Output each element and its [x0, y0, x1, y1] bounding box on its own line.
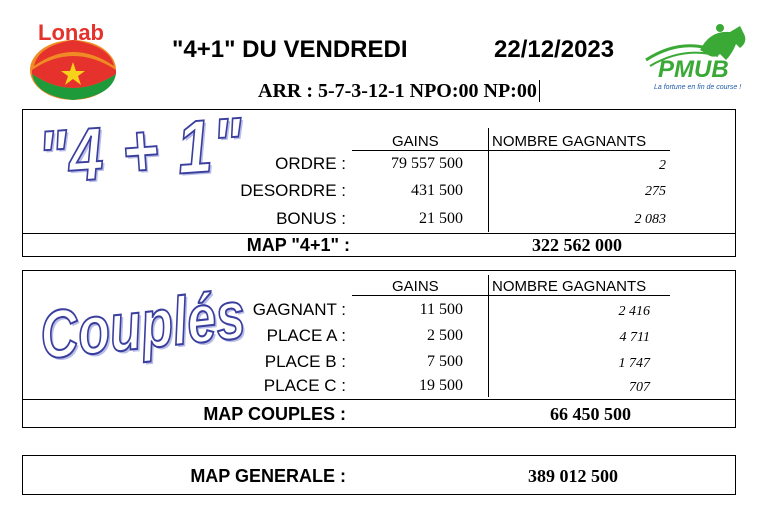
row-ordre-winners: 2 — [659, 158, 666, 173]
page-title: "4+1" DU VENDREDI — [172, 36, 408, 63]
row-place-b-label: PLACE B : — [264, 352, 346, 371]
map-generale-label: MAP GENERALE : — [190, 466, 346, 486]
pmub-slogan: La fortune en fin de course ! — [654, 84, 742, 91]
row-desordre-label: DESORDRE : — [240, 181, 346, 200]
row-place-c-winners: 707 — [629, 380, 650, 395]
col-gains-header: GAINS — [392, 133, 439, 150]
row-desordre-winners: 275 — [645, 184, 666, 199]
pmub-logo — [640, 20, 756, 96]
row-desordre-gain: 431 500 — [411, 182, 463, 199]
map-4plus1-value: 322 562 000 — [532, 235, 622, 255]
col-gains-header-couples: GAINS — [392, 278, 439, 295]
row-gagnant-label: GAGNANT : — [252, 300, 346, 319]
row-place-c-gain: 19 500 — [419, 377, 463, 394]
pmub-brand-text: PMUB — [658, 56, 729, 83]
row-ordre-gain: 79 557 500 — [391, 155, 463, 172]
logo-4plus1: "4 + 1" — [35, 103, 247, 200]
map-couples-value: 66 450 500 — [550, 404, 631, 424]
row-place-b-gain: 7 500 — [427, 353, 463, 370]
col-winners-header: NOMBRE GAGNANTS — [492, 133, 647, 150]
row-bonus-winners: 2 083 — [634, 212, 666, 227]
arrival-line — [258, 80, 540, 103]
row-place-c-label: PLACE C : — [263, 376, 346, 395]
lonab-brand-text: Lonab — [38, 20, 104, 45]
row-place-a-label: PLACE A : — [266, 326, 346, 345]
lonab-logo — [26, 22, 126, 102]
row-bonus-label: BONUS : — [276, 209, 346, 228]
col-winners-header-couples: NOMBRE GAGNANTS — [492, 278, 647, 295]
row-gagnant-gain: 11 500 — [419, 301, 463, 318]
draw-date: 22/12/2023 — [494, 36, 615, 63]
arrival-text: ARR : 5-7-3-12-1 NPO:00 NP:00 — [258, 80, 537, 102]
row-place-b-winners: 1 747 — [618, 356, 650, 371]
map-4plus1-label: MAP "4+1" : — [246, 235, 350, 255]
row-ordre-label: ORDRE : — [275, 154, 346, 173]
map-generale-value: 389 012 500 — [528, 466, 618, 486]
row-place-a-gain: 2 500 — [427, 327, 463, 344]
logo-couples: Couplés — [36, 277, 249, 375]
row-bonus-gain: 21 500 — [419, 210, 463, 227]
row-gagnant-winners: 2 416 — [618, 304, 650, 319]
map-couples-label: MAP COUPLES : — [203, 404, 346, 424]
row-place-a-winners: 4 711 — [619, 330, 650, 345]
